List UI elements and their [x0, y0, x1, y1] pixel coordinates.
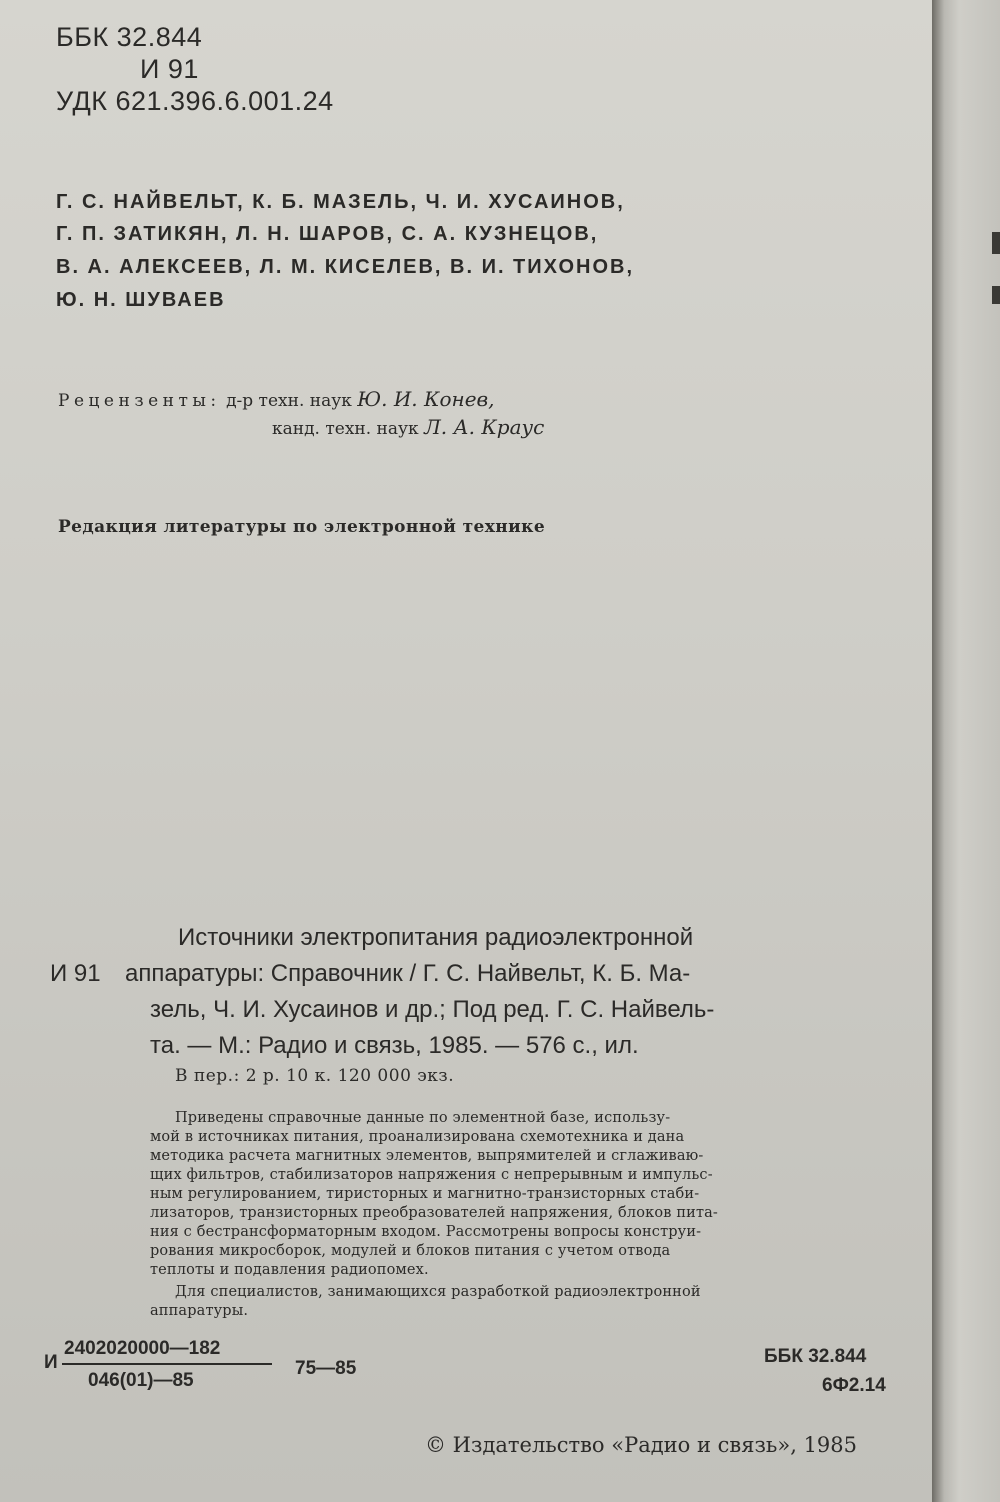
price-and-print-run: В пер.: 2 р. 10 к. 120 000 экз. — [175, 1066, 455, 1086]
imprint-numerator: 2402020000—182 — [64, 1338, 221, 1359]
reviewer-1-degree: д-р техн. наук — [226, 391, 352, 411]
annotation-line-8: рования микросборок, модулей и блоков питания с учетом отвода — [150, 1243, 671, 1259]
annotation-line-3: методика расчета магнитных элементов, выпрямителей и сглаживаю- — [150, 1148, 704, 1164]
annotation-line-4: щих фильтров, стабилизаторов напряжения с непрерывным и импульс- — [150, 1167, 713, 1183]
biblio-line-4: та. — М.: Радио и связь, 1985. — 576 с., ил. — [150, 1032, 639, 1059]
authors-line-3: В. А. АЛЕКСЕЕВ, Л. М. КИСЕЛЕВ, В. И. ТИХОНОВ, — [56, 256, 635, 278]
annotation-line-10: Для специалистов, занимающихся разработкой радиоэлектронной — [175, 1284, 701, 1300]
edge-mark — [992, 232, 1000, 254]
imprint-bbk-sub: 6Ф2.14 — [822, 1375, 886, 1396]
reviewers-line-1 — [58, 387, 495, 411]
imprint-prefix: И — [44, 1352, 58, 1373]
imprint-denominator: 046(01)—85 — [88, 1370, 194, 1391]
annotation-line-2: мой в источниках питания, проанализирована схемотехника и дана — [150, 1129, 685, 1145]
copyright-line: © Издательство «Радио и связь», 1985 — [425, 1433, 858, 1457]
reviewers-label: Рецензенты: — [58, 391, 221, 411]
editorial-office: Редакция литературы по электронной технике — [58, 517, 546, 537]
reviewer-2-name: Л. А. Краус — [424, 415, 545, 439]
adjacent-page-edge — [932, 0, 1000, 1502]
udk-index: УДК 621.396.6.001.24 — [56, 86, 334, 116]
biblio-line-1: Источники электропитания радиоэлектронной — [178, 924, 694, 951]
biblio-line-3: зель, Ч. И. Хусаинов и др.; Под ред. Г. С. Найвель- — [150, 996, 715, 1023]
reviewer-2-degree: канд. техн. наук — [272, 419, 419, 439]
authors-line-4: Ю. Н. ШУВАЕВ — [56, 289, 226, 311]
authors-line-2: Г. П. ЗАТИКЯН, Л. Н. ШАРОВ, С. А. КУЗНЕЦОВ, — [56, 223, 599, 245]
annotation-line-1: Приведены справочные данные по элементной базе, использу- — [175, 1110, 671, 1126]
cipher-index: И 91 — [140, 54, 199, 84]
biblio-cipher: И 91 — [50, 960, 101, 987]
annotation-line-9: теплоты и подавления радиопомех. — [150, 1262, 429, 1278]
biblio-line-2: аппаратуры: Справочник / Г. С. Найвельт, К. Б. Ма- — [125, 960, 691, 987]
annotation-line-5: ным регулированием, тиристорных и магнитно-транзисторных стаби- — [150, 1186, 700, 1202]
annotation-line-6: лизаторов, транзисторных преобразователей напряжения, блоков пита- — [150, 1205, 718, 1221]
fraction-line — [62, 1363, 272, 1365]
imprint-order: 75—85 — [295, 1358, 357, 1379]
edge-mark — [992, 286, 1000, 304]
imprint-bbk: ББК 32.844 — [764, 1346, 867, 1367]
reviewer-1-name: Ю. И. Конев, — [357, 387, 495, 411]
annotation-line-11: аппаратуры. — [150, 1303, 249, 1319]
authors-line-1: Г. С. НАЙВЕЛЬТ, К. Б. МАЗЕЛЬ, Ч. И. ХУСАИНОВ, — [56, 191, 625, 213]
reviewers-line-2 — [272, 415, 544, 439]
bbk-index: ББК 32.844 — [56, 22, 203, 52]
annotation-line-7: ния с бестрансформаторным входом. Рассмотрены вопросы конструи- — [150, 1224, 702, 1240]
